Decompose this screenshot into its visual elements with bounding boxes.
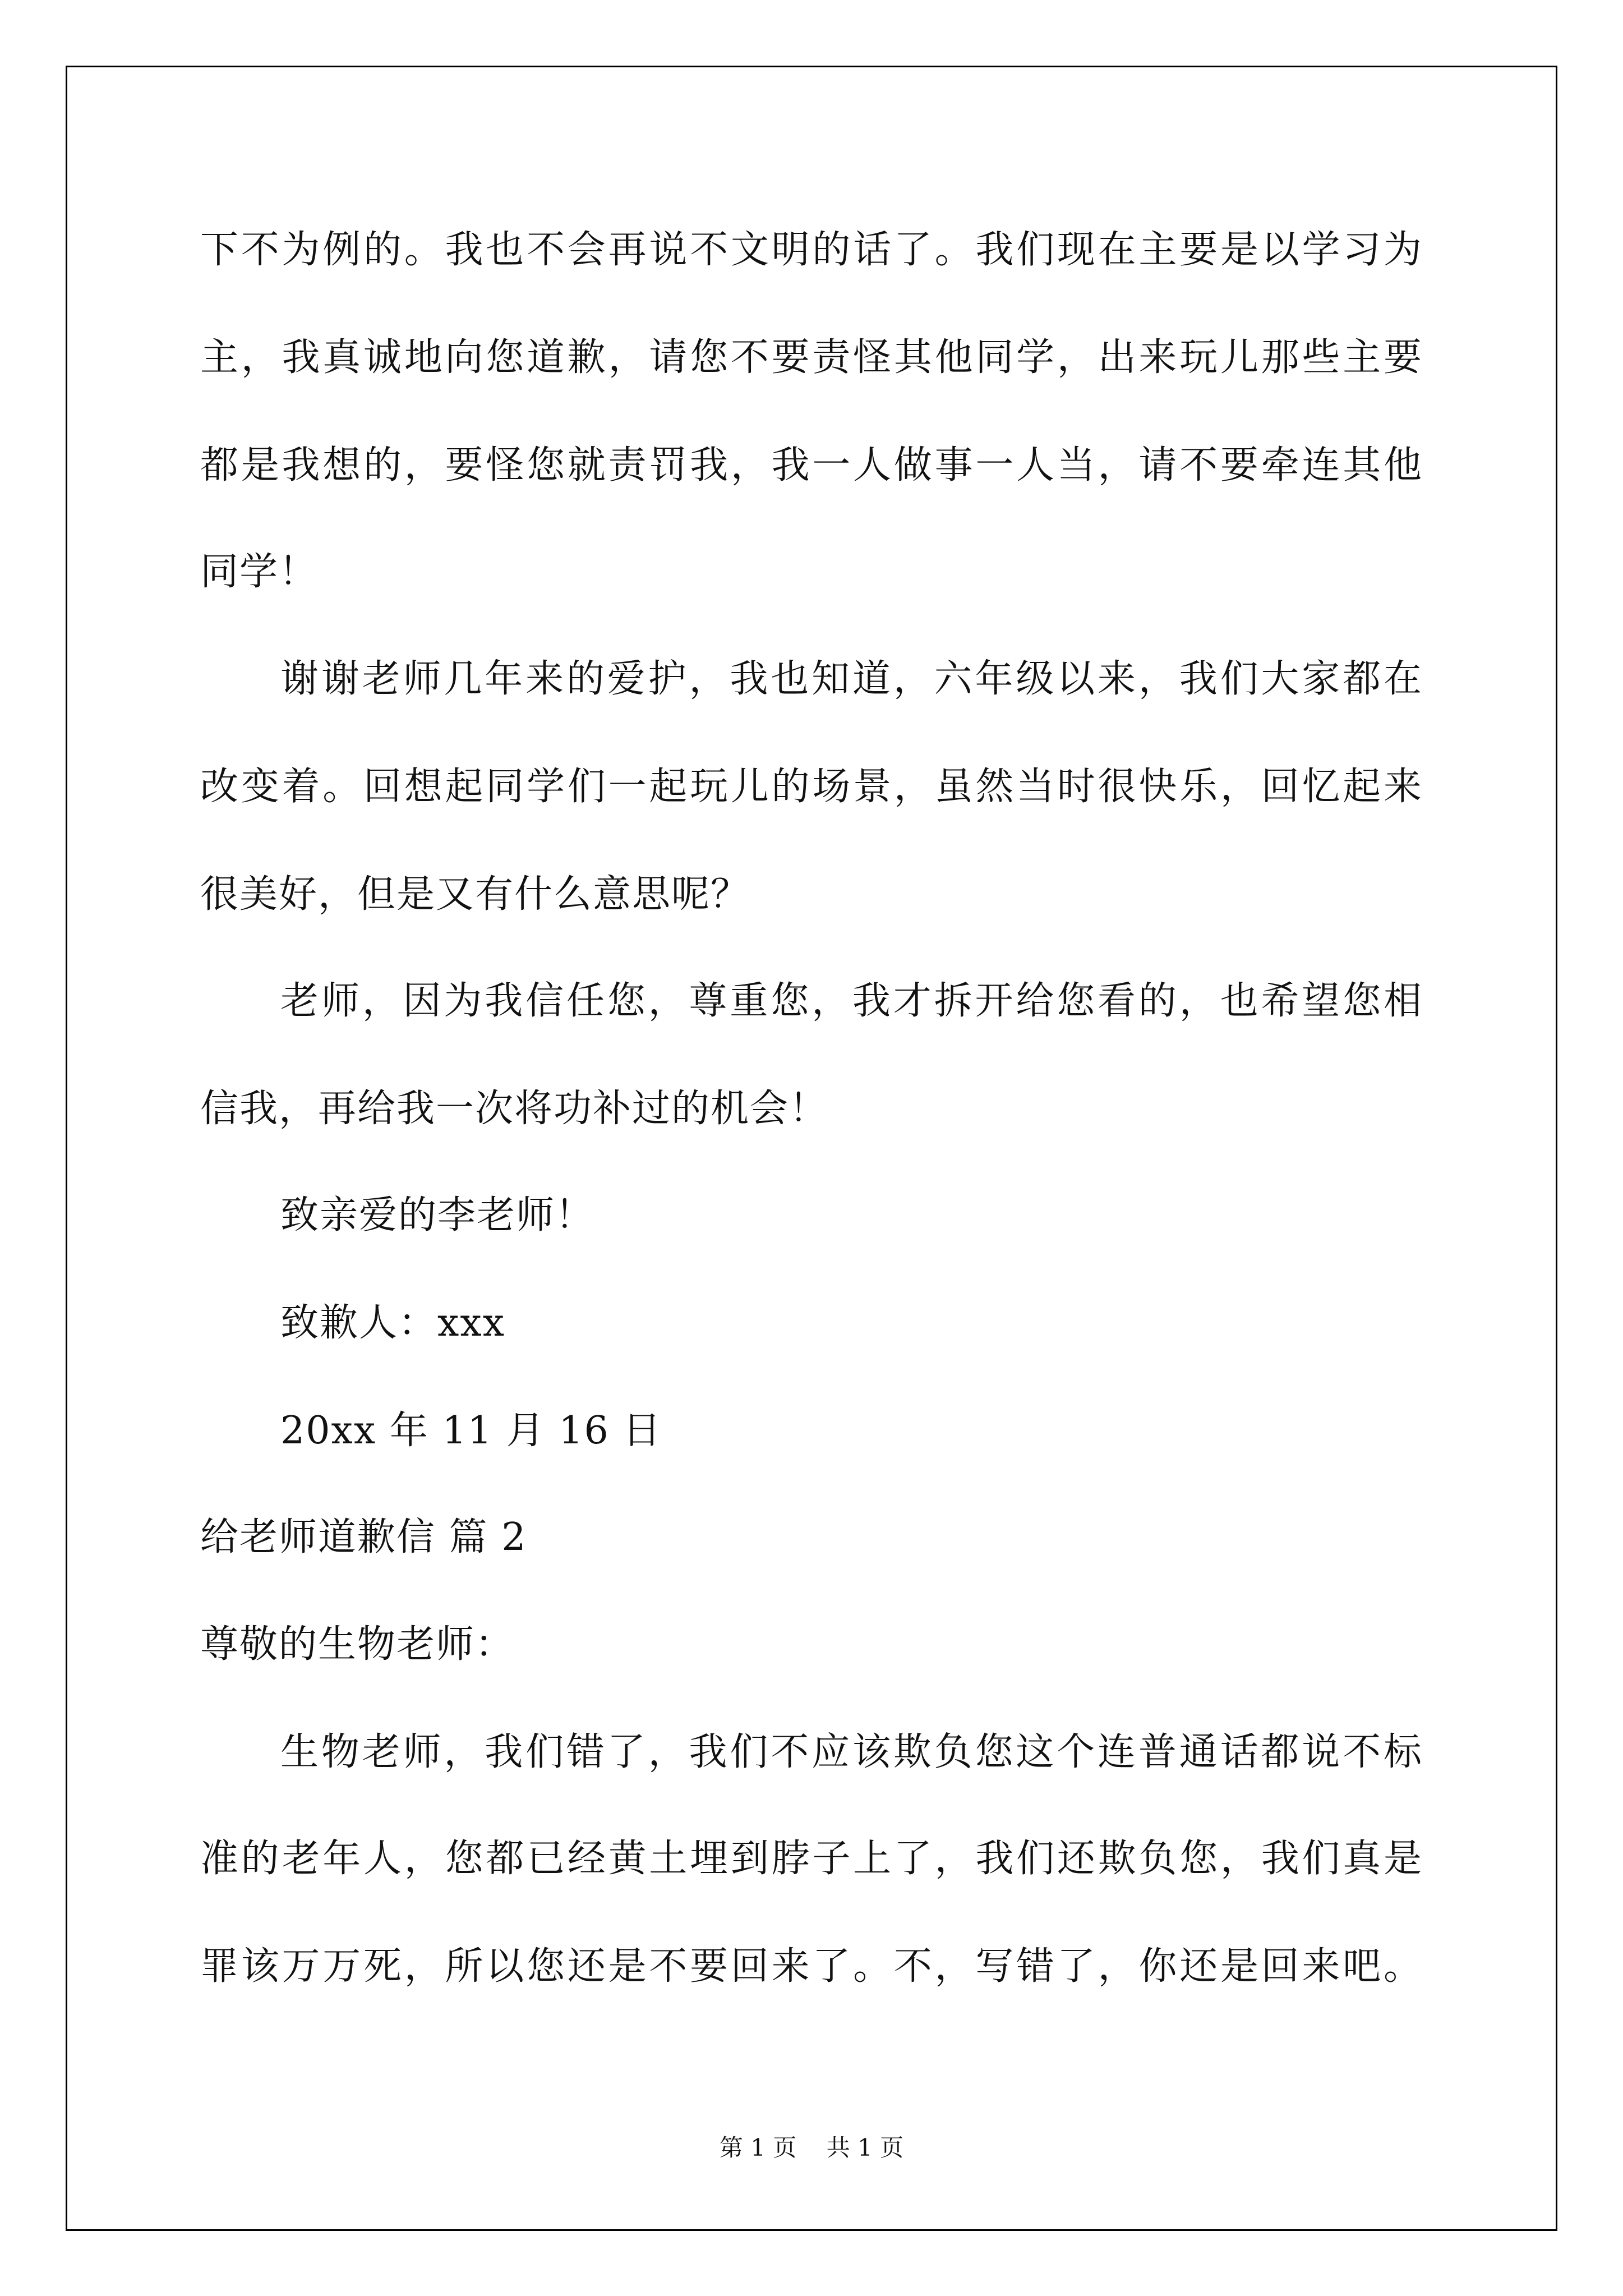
page-number-footer: 第 1 页 共 1 页	[719, 2134, 904, 2161]
paragraph-line: 主，我真诚地向您道歉，请您不要责怪其他同学，出来玩儿那些主要	[200, 335, 1423, 380]
page-border	[66, 66, 1557, 2231]
closing-salutation: 致亲爱的李老师！	[280, 1193, 595, 1237]
paragraph-line: 准的老年人，您都已经黄土埋到脖子上了，我们还欺负您，我们真是	[200, 1837, 1423, 1881]
greeting-line: 尊敬的生物老师：	[200, 1622, 515, 1667]
paragraph-line: 同学！	[200, 550, 319, 594]
paragraph-line: 老师，因为我信任您，尊重您，我才拆开给您看的，也希望您相	[280, 979, 1423, 1023]
paragraph-line: 罪该万万死，所以您还是不要回来了。不，写错了，你还是回来吧。	[200, 1944, 1423, 1989]
paragraph-line: 信我，再给我一次将功补过的机会！	[200, 1087, 829, 1131]
section-heading: 给老师道歉信 篇 2	[200, 1515, 527, 1559]
paragraph-line: 都是我想的，要怪您就责罚我，我一人做事一人当，请不要牵连其他	[200, 443, 1423, 487]
paragraph-line: 改变着。回想起同学们一起玩儿的场景，虽然当时很快乐，回忆起来	[200, 765, 1423, 809]
paragraph-line: 很美好，但是又有什么意思呢？	[200, 872, 750, 917]
paragraph-line: 谢谢老师几年来的爱护，我也知道，六年级以来，我们大家都在	[280, 657, 1423, 701]
paragraph-line: 下不为例的。我也不会再说不文明的话了。我们现在主要是以学习为	[200, 228, 1423, 272]
signature-line: 致歉人：xxx	[280, 1301, 506, 1345]
paragraph-line: 生物老师，我们错了，我们不应该欺负您这个连普通话都说不标	[280, 1730, 1423, 1774]
date-line: 20xx 年 11 月 16 日	[280, 1409, 662, 1453]
